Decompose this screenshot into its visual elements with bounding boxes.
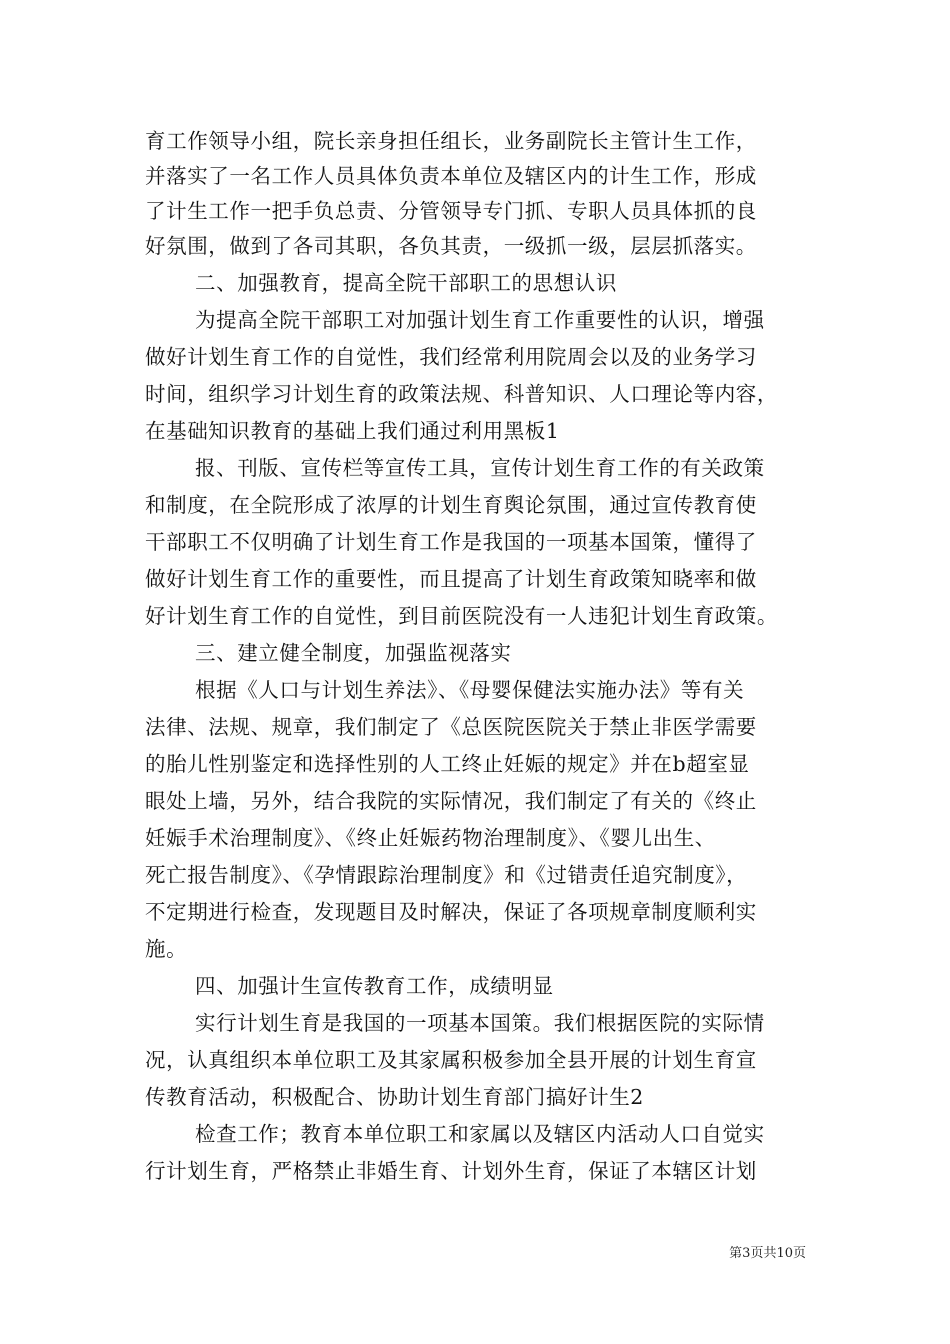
body-line: 的胎儿性别鉴定和选择性别的人工终止妊娠的规定》并在b超室显 <box>145 752 750 776</box>
body-line: 行计划生育，严格禁止非婚生育、计划外生育，保证了本辖区计划 <box>145 1159 757 1183</box>
body-line: 时间，组织学习计划生育的政策法规、科普知识、人口理论等内容， <box>145 382 778 406</box>
body-line: 眼处上墙，另外，结合我院的实际情况，我们制定了有关的《终止 <box>145 789 757 813</box>
body-line: 做好计划生育工作的自觉性，我们经常利用院周会以及的业务学习 <box>145 345 757 369</box>
body-line: 报、刊版、宣传栏等宣传工具，宣传计划生育工作的有关政策 <box>195 456 765 480</box>
body-line: 不定期进行检查，发现题目及时解决，保证了各项规章制度顺利实 <box>145 900 757 924</box>
body-line: 好计划生育工作的自觉性，到目前医院没有一人违犯计划生育政策。 <box>145 604 778 628</box>
body-line: 传教育活动，积极配合、协助计划生育部门搞好计生2 <box>145 1085 644 1109</box>
body-line: 和制度，在全院形成了浓厚的计划生育舆论氛围，通过宣传教育使 <box>145 493 757 517</box>
section-heading: 二、加强教育，提高全院干部职工的思想认识 <box>195 271 617 295</box>
body-line: 检查工作；教育本单位职工和家属以及辖区内活动人口自觉实 <box>195 1122 765 1146</box>
body-line: 并落实了一名工作人员具体负责本单位及辖区内的计生工作，形成 <box>145 164 757 188</box>
body-line: 施。 <box>145 937 188 961</box>
body-line: 做好计划生育工作的重要性，而且提高了计划生育政策知晓率和做 <box>145 567 757 591</box>
page-number: 第3页共10页 <box>729 1246 806 1261</box>
body-line: 死亡报告制度》、《孕情跟踪治理制度》和《过错责任追究制度》， <box>145 863 748 887</box>
body-line: 了计生工作一把手负总责、分管领导专门抓、专职人员具体抓的良 <box>145 199 757 223</box>
body-line: 为提高全院干部职工对加强计划生育工作重要性的认识，增强 <box>195 308 765 332</box>
body-line: 好氛围，做到了各司其职，各负其责，一级抓一级，层层抓落实。 <box>145 234 757 258</box>
body-line: 育工作领导小组，院长亲身担任组长，业务副院长主管计生工作， <box>145 129 757 153</box>
body-line: 干部职工不仅明确了计划生育工作是我国的一项基本国策，懂得了 <box>145 530 757 554</box>
body-line: 妊娠手术治理制度》、《终止妊娠药物治理制度》、《婴儿出生、 <box>145 826 716 850</box>
body-line: 在基础知识教育的基础上我们通过利用黑板1 <box>145 419 560 443</box>
body-line: 实行计划生育是我国的一项基本国策。我们根据医院的实际情 <box>195 1011 765 1035</box>
body-line: 根据《人口与计划生养法》、《母婴保健法实施办法》等有关 <box>195 678 745 702</box>
section-heading: 三、建立健全制度，加强监视落实 <box>195 641 512 665</box>
section-heading: 四、加强计生宣传教育工作，成绩明显 <box>195 974 554 998</box>
body-line: 况，认真组织本单位职工及其家属积极参加全县开展的计划生育宣 <box>145 1048 757 1072</box>
body-line: 法律、法规、规章，我们制定了《总医院医院关于禁止非医学需要 <box>145 715 757 739</box>
